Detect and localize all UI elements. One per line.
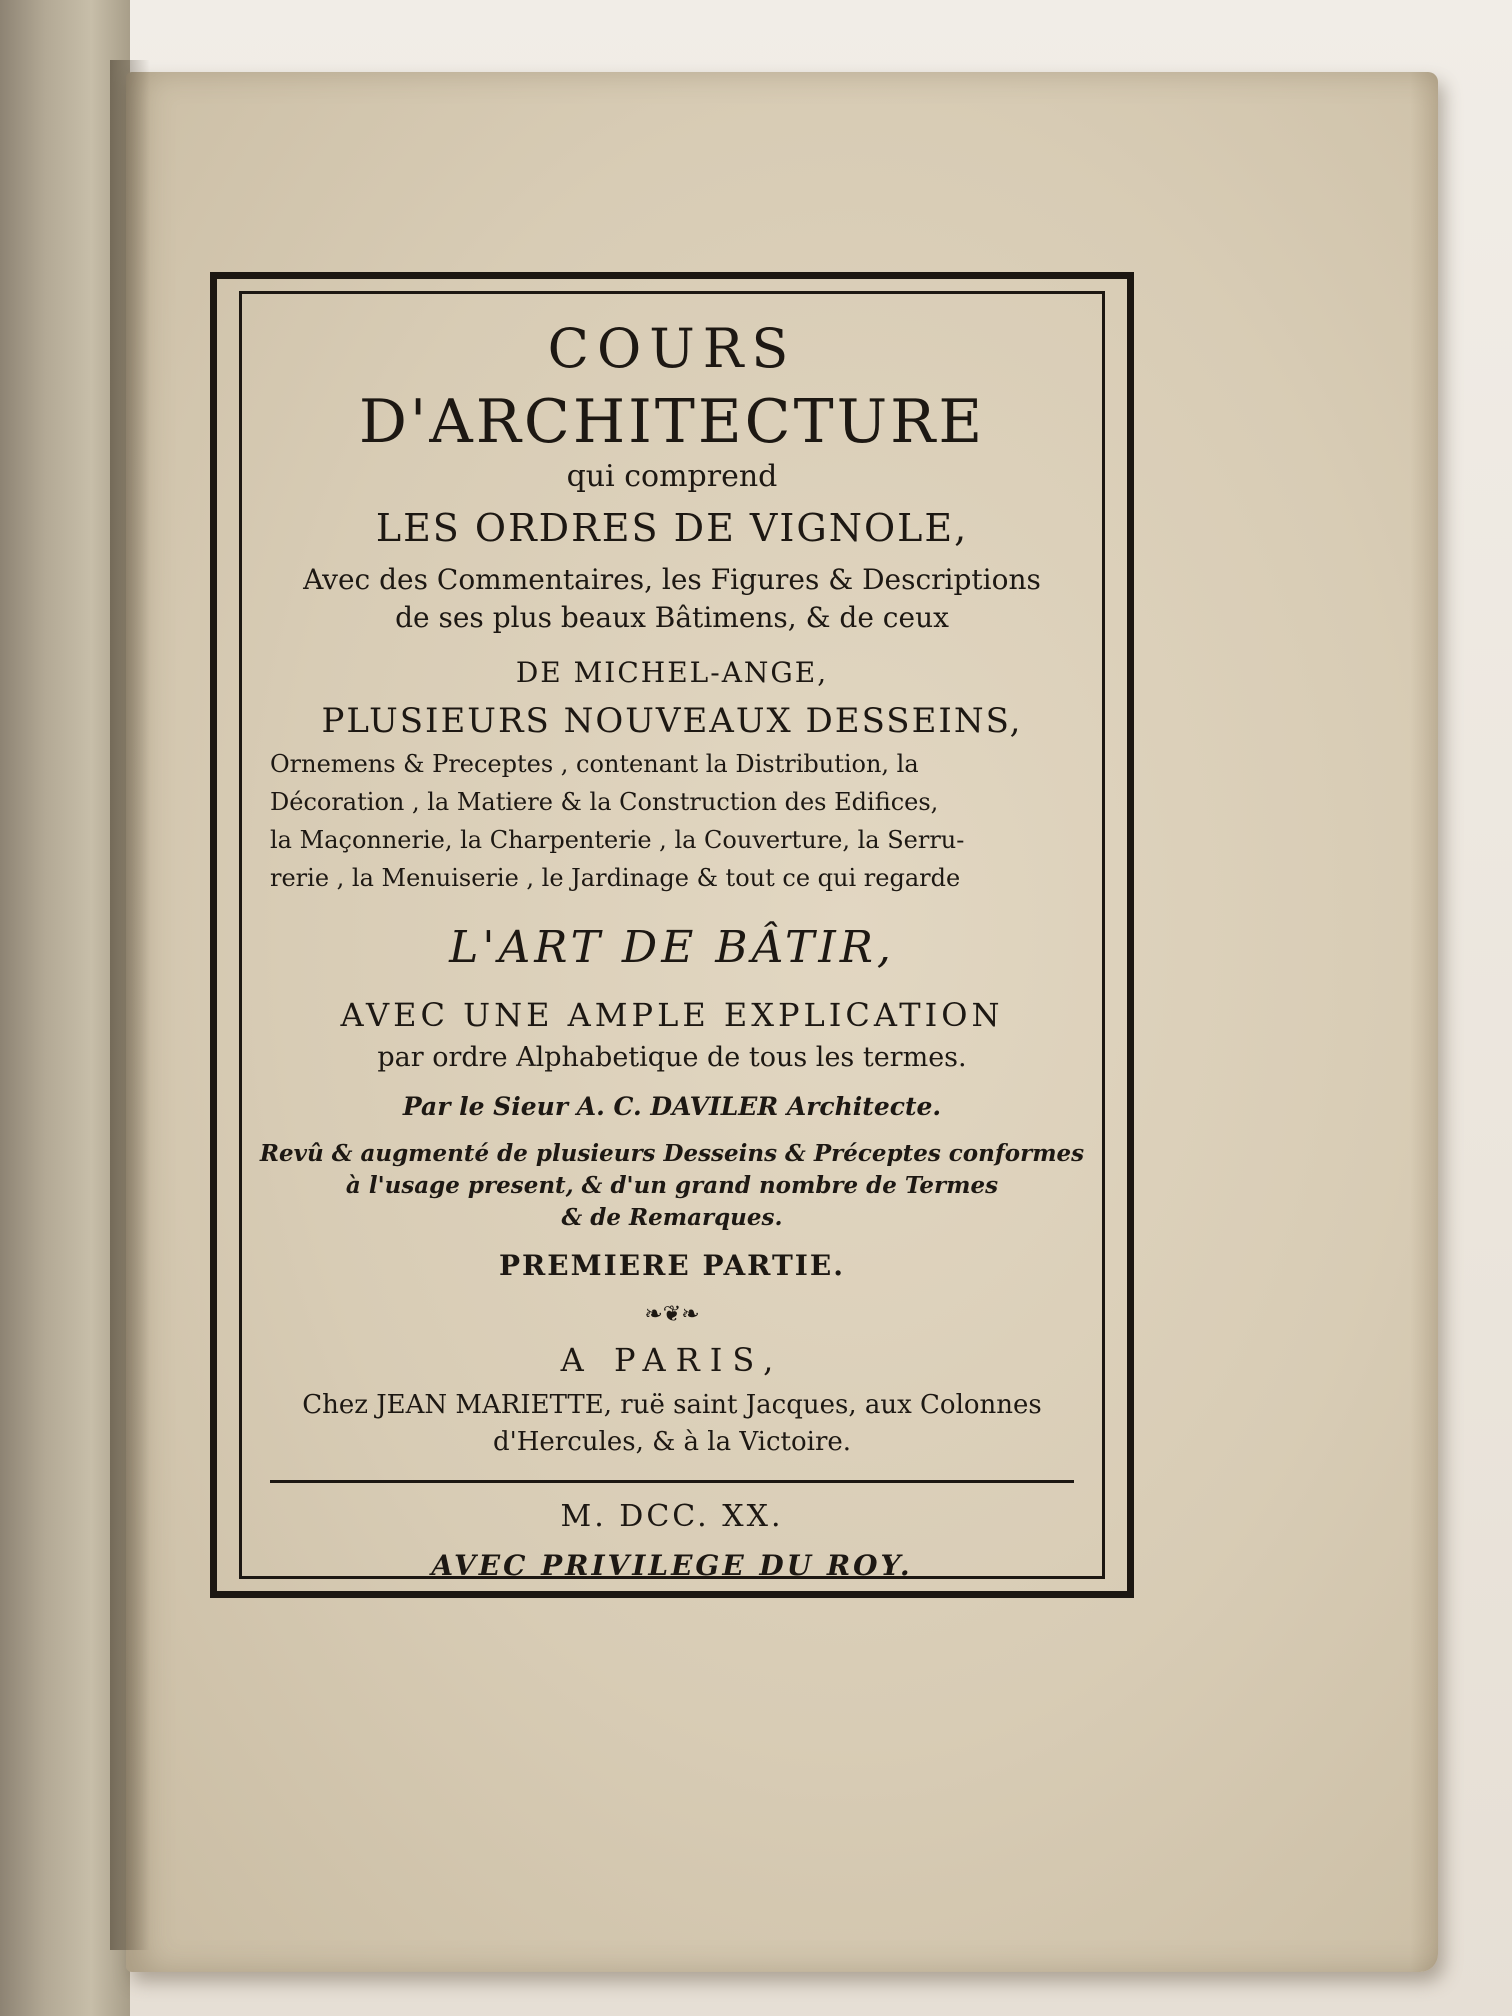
subtitle-qui-comprend: qui comprend [566,459,778,494]
text-beaux-batimens: de ses plus beaux Bâtimens, & de ceux [395,601,949,634]
printer-ornament-icon: ❧❦❧ [644,1302,700,1327]
text-art-de-batir: L'ART DE BÂTIR, [449,922,895,973]
text-plusieurs-desseins: PLUSIEURS NOUVEAUX DESSEINS, [321,701,1023,741]
book-gutter-shadow [110,60,150,1950]
text-ornemens-line-1: Ornemens & Preceptes , contenant la Distribution, la [270,750,919,778]
title-page-text [242,294,1102,1582]
text-ornemens-line-2: Décoration , la Matiere & la Construction des Edifices, [270,788,939,816]
imprint-address: d'Hercules, & à la Victoire. [492,1427,852,1457]
subtitle-ordres-vignole: LES ORDRES DE VIGNOLE, [375,506,969,550]
title-cours: COURS [547,317,797,380]
text-premiere-partie: PREMIERE PARTIE. [498,1249,845,1282]
text-revu-line-1: Revû & augmenté de plusieurs Desseins & Préceptes conformes [259,1140,1085,1167]
text-ordre-alphabetique: par ordre Alphabetique de tous les termes. [377,1042,967,1073]
text-ornemens-line-4: rerie , la Menuiserie , le Jardinage & tout ce qui regarde [270,864,961,892]
title-page-inner-border [239,291,1105,1582]
text-ornemens-line-3: la Maçonnerie, la Charpenterie , la Couverture, la Serru- [270,826,965,854]
imprint-publisher: Chez JEAN MARIETTE, ruë saint Jacques, aux Colonnes [302,1390,1042,1420]
text-revu-line-2: à l'usage present, & d'un grand nombre de Termes [345,1172,999,1199]
imprint-privilege: AVEC PRIVILEGE DU ROY. [431,1549,913,1582]
imprint-divider-rule [270,1480,1074,1483]
text-revu-line-3: & de Remarques. [561,1204,783,1231]
text-michel-ange: DE MICHEL-ANGE, [515,656,829,689]
text-avec-commentaires: Avec des Commentaires, les Figures & Descriptions [303,563,1041,596]
title-page-outer-border [210,272,1134,1598]
imprint-date: M. DCC. XX. [560,1499,784,1534]
text-author: Par le Sieur A. C. DAVILER Architecte. [402,1092,942,1121]
title-architecture: D'ARCHITECTURE [358,387,986,457]
text-ample-explication: AVEC UNE AMPLE EXPLICATION [340,996,1004,1034]
page-edge-shadow [1410,72,1438,1972]
imprint-place: A PARIS, [560,1341,784,1379]
